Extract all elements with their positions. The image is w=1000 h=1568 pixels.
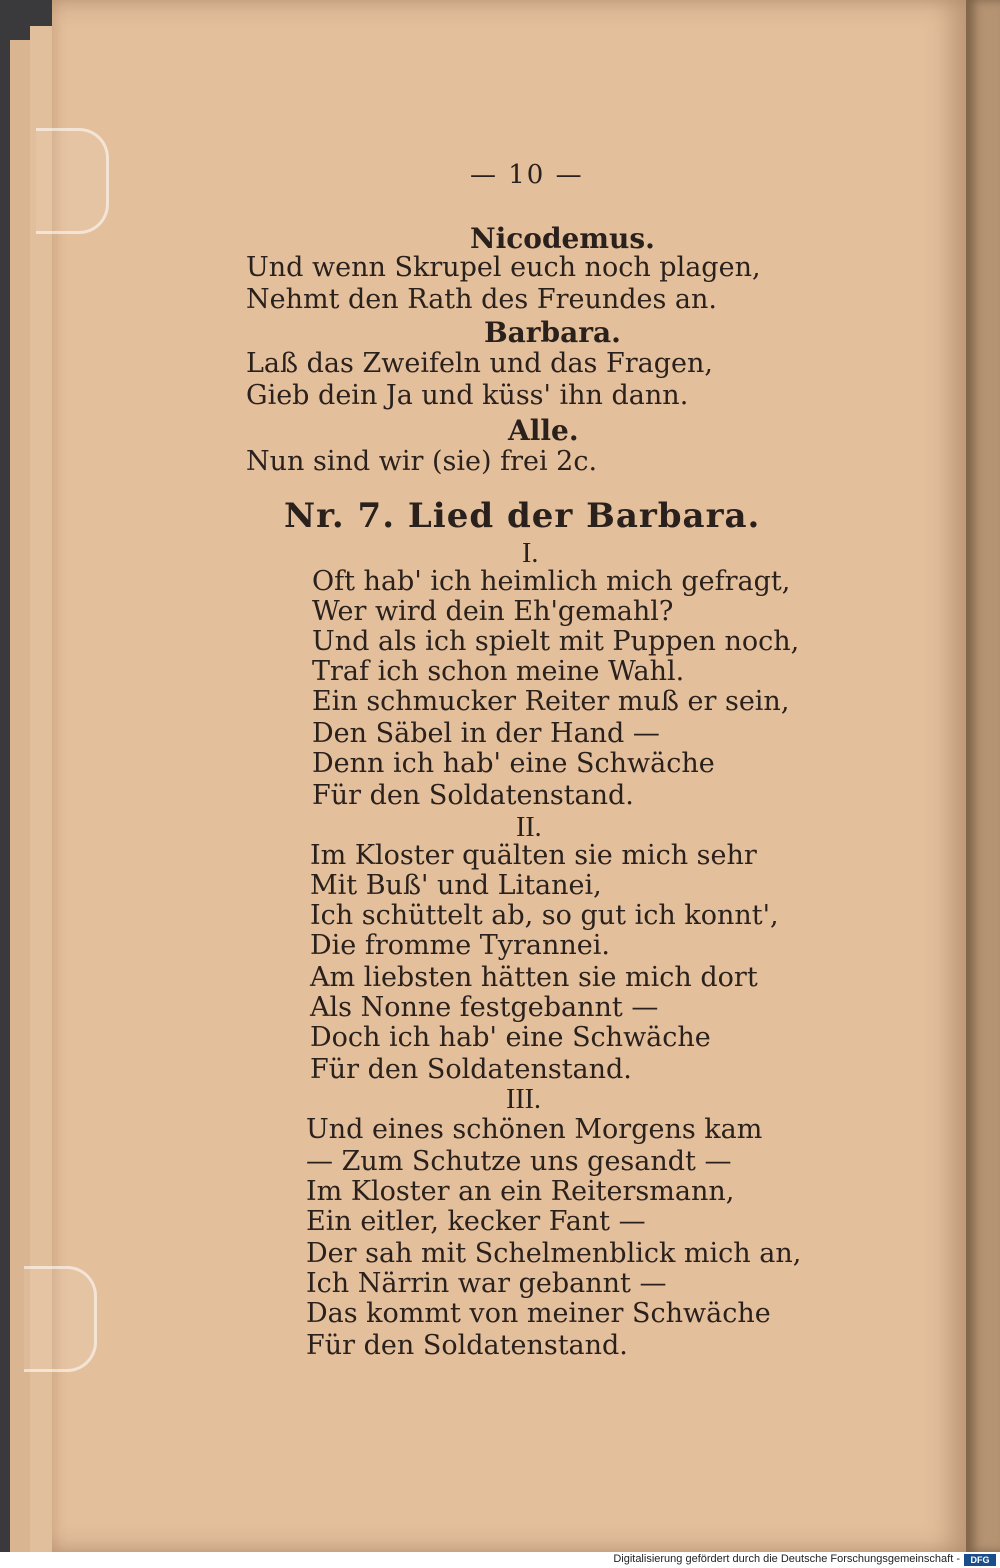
- dialogue-line: Nehmt den Rath des Freundes an.: [246, 284, 717, 315]
- speaker-label: Barbara.: [484, 316, 621, 349]
- verse-line: Als Nonne festgebannt —: [310, 992, 659, 1023]
- verse-numeral: I.: [522, 538, 539, 569]
- page-clip: [36, 128, 109, 234]
- verse-line: Das kommt von meiner Schwäche: [306, 1298, 771, 1329]
- verse-line: Für den Soldatenstand.: [306, 1330, 628, 1361]
- dialogue-line: Und wenn Skrupel euch noch plagen,: [246, 252, 761, 283]
- dialogue-line: Gieb dein Ja und küss' ihn dann.: [246, 380, 689, 411]
- verse-line: Wer wird dein Eh'gemahl?: [312, 596, 674, 627]
- verse-line: Und als ich spielt mit Puppen noch,: [312, 626, 800, 657]
- book-binding: [966, 0, 1000, 1552]
- page-clip: [24, 1266, 97, 1372]
- verse-numeral: III.: [506, 1084, 541, 1115]
- page-number: — 10 —: [470, 160, 584, 190]
- verse-line: Und eines schönen Morgens kam: [306, 1114, 763, 1145]
- verse-line: — Zum Schutze uns gesandt —: [306, 1146, 732, 1177]
- verse-line: Ich Närrin war gebannt —: [306, 1268, 667, 1299]
- verse-line: Oft hab' ich heimlich mich gefragt,: [312, 566, 791, 597]
- verse-line: Den Säbel in der Hand —: [312, 718, 660, 749]
- verse-line: Am liebsten hätten sie mich dort: [310, 962, 758, 993]
- dfg-logo: DFG: [964, 1554, 996, 1566]
- digitization-credit: Digitalisierung gefördert durch die Deutsche Forschungsgemeinschaft -: [613, 1553, 960, 1565]
- verse-line: Die fromme Tyrannei.: [310, 930, 611, 961]
- verse-line: Im Kloster quälten sie mich sehr: [310, 840, 757, 871]
- verse-line: Für den Soldatenstand.: [310, 1054, 632, 1085]
- speaker-label: Alle.: [508, 414, 579, 447]
- verse-line: Ein schmucker Reiter muß er sein,: [312, 686, 790, 717]
- dialogue-line: Laß das Zweifeln und das Fragen,: [246, 348, 713, 379]
- verse-line: Doch ich hab' eine Schwäche: [310, 1022, 711, 1053]
- dialogue-line: Nun sind wir (sie) frei 2c.: [246, 446, 598, 477]
- verse-line: Der sah mit Schelmenblick mich an,: [306, 1238, 802, 1269]
- verse-line: Ich schüttelt ab, so gut ich konnt',: [310, 900, 779, 931]
- verse-line: Für den Soldatenstand.: [312, 780, 634, 811]
- verse-numeral: II.: [516, 812, 542, 843]
- verse-line: Im Kloster an ein Reitersmann,: [306, 1176, 735, 1207]
- verse-line: Traf ich schon meine Wahl.: [312, 656, 685, 687]
- speaker-label: Nicodemus.: [470, 222, 655, 255]
- song-title: Nr. 7. Lied der Barbara.: [284, 496, 761, 536]
- verse-line: Denn ich hab' eine Schwäche: [312, 748, 715, 779]
- verse-line: Ein eitler, kecker Fant —: [306, 1206, 646, 1237]
- verse-line: Mit Buß' und Litanei,: [310, 870, 602, 901]
